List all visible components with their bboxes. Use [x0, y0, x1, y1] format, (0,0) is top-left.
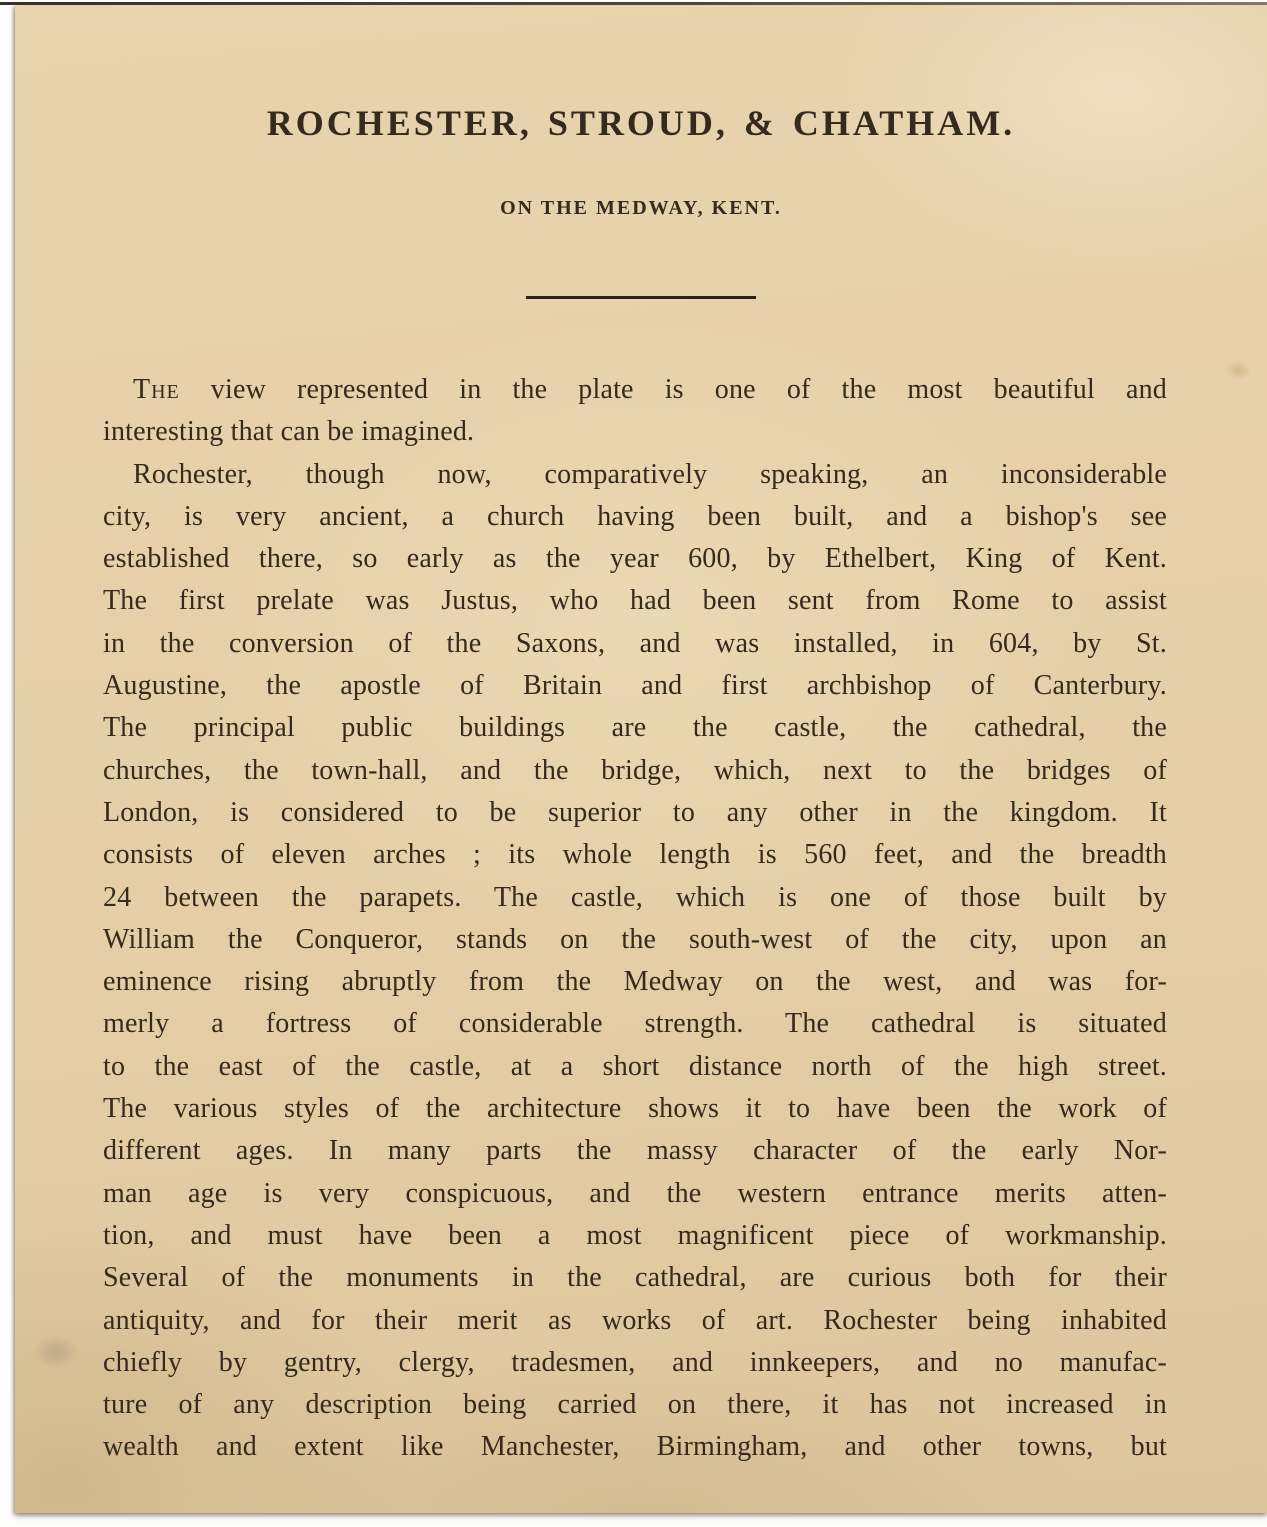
body-line: tion, and must have been a most magnificent piece of workmanship. — [103, 1219, 1167, 1251]
divider-rule — [526, 296, 756, 299]
body-line: churches, the town-hall, and the bridge, which, next to the bridges of — [103, 754, 1167, 786]
body-text — [103, 369, 1167, 1469]
body-line: The various styles of the architecture shows it to have been the work of — [103, 1093, 1167, 1125]
body-line: established there, so early as the year 600, by Ethelbert, King of Kent. — [103, 543, 1167, 575]
body-line: to the east of the castle, at a short distance north of the high street. — [103, 1050, 1167, 1082]
page-title: ROCHESTER, STROUD, & CHATHAM. — [266, 103, 1016, 143]
body-line: wealth and extent like Manchester, Birmingham, and other towns, but — [103, 1431, 1167, 1463]
body-line: 24 between the parapets. The castle, which is one of those built by — [103, 881, 1167, 913]
body-line: Several of the monuments in the cathedral, are curious both for their — [103, 1262, 1167, 1294]
body-line: different ages. In many parts the massy character of the early Nor- — [103, 1135, 1167, 1167]
body-line: antiquity, and for their merit as works of art. Rochester being inhabited — [103, 1304, 1167, 1336]
body-line: The first prelate was Justus, who had been sent from Rome to assist — [103, 585, 1167, 617]
body-line: ture of any description being carried on there, it has not increased in — [103, 1389, 1167, 1421]
body-line: in the conversion of the Saxons, and was installed, in 604, by St. — [103, 627, 1167, 659]
body-line: chiefly by gentry, clergy, tradesmen, and innkeepers, and no manufac- — [103, 1346, 1167, 1378]
body-line: interesting that can be imagined. — [103, 416, 475, 448]
body-line: Augustine, the apostle of Britain and first archbishop of Canterbury. — [103, 670, 1167, 702]
lead-word-smallcaps: The — [133, 374, 180, 405]
page-subtitle: ON THE MEDWAY, KENT. — [500, 197, 782, 219]
body-line: The view represented in the plate is one of the most beautiful and — [133, 374, 1167, 405]
body-line: city, is very ancient, a church having been built, and a bishop's see — [103, 500, 1167, 532]
paper-foxing-spot — [1225, 360, 1251, 380]
body-line: William the Conqueror, stands on the south-west of the city, upon an — [103, 923, 1167, 955]
paper-page — [15, 5, 1267, 1513]
body-line: London, is considered to be superior to any other in the kingdom. It — [103, 796, 1167, 828]
body-line: The principal public buildings are the castle, the cathedral, the — [103, 712, 1167, 744]
body-line: man age is very conspicuous, and the western entrance merits atten- — [103, 1177, 1167, 1209]
paper-smudge-stain — [33, 1335, 79, 1369]
body-line: consists of eleven arches ; its whole length is 560 feet, and the breadth — [103, 839, 1167, 871]
body-line: eminence rising abruptly from the Medway on the west, and was for- — [103, 966, 1167, 998]
body-line: merly a fortress of considerable strength. The cathedral is situated — [103, 1008, 1167, 1040]
body-line: Rochester, though now, comparatively speaking, an inconsiderable — [133, 458, 1167, 490]
